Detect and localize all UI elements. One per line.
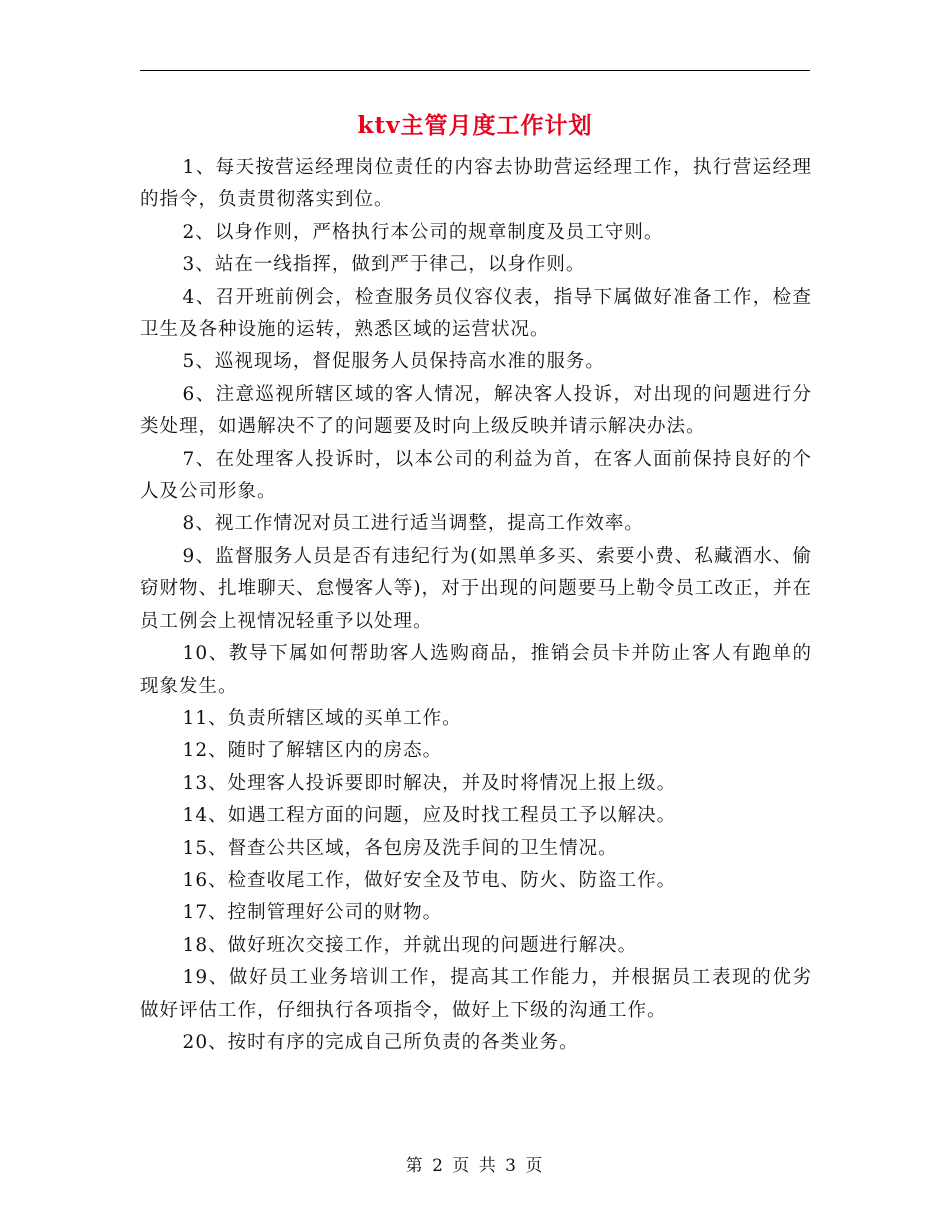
list-item: 20、按时有序的完成自己所负责的各类业务。 [182,1031,579,1053]
list-item: 13、处理客人投诉要即时解决，并及时将情况上报上级。 [182,772,677,794]
list-item: 12、随时了解辖区内的房态。 [182,740,443,762]
document-title: ktv主管月度工作计划 [357,112,593,139]
list-item: 14、如遇工程方面的问题，应及时找工程员工予以解决。 [182,805,677,827]
list-item: 16、检查收尾工作，做好安全及节电、防火、防盗工作。 [182,869,677,891]
page-suffix: 页 [525,1156,545,1176]
list-item: 9、监督服务人员是否有违纪行为(如黑单多买、索要小费、私藏酒水、偷窃财物、扎堆聊天、怠慢客人等)，对于出现的问题要马上勒令员工改正，并在员工例会上视情况轻重予以处理。 [140,545,812,632]
page-middle: 页 共 [452,1156,498,1176]
list-item: 3、站在一线指挥，做到严于律己，以身作则。 [182,254,586,276]
page-prefix: 第 [405,1156,425,1176]
list-item: 11、负责所辖区域的买单工作。 [182,707,462,729]
page-footer [0,1154,950,1178]
header-rule [140,70,810,71]
list-item: 6、注意巡视所辖区域的客人情况，解决客人投诉，对出现的问题进行分类处理，如遇解决不了的问题要及时向上级反映并请示解决办法。 [140,383,812,438]
list-item: 2、以身作则，严格执行本公司的规章制度及员工守则。 [182,221,664,243]
list-item: 18、做好班次交接工作，并就出现的问题进行解决。 [182,934,638,956]
list-item: 19、做好员工业务培训工作，提高其工作能力，并根据员工表现的优劣做好评估工作，仔细执行各项指令，做好上下级的沟通工作。 [140,967,812,1021]
list-item: 5、巡视现场，督促服务人员保持高水准的服务。 [182,351,605,373]
page-total: 3 [505,1156,518,1176]
list-item: 8、视工作情况对员工进行适当调整，提高工作效率。 [182,513,644,535]
list-item: 17、控制管理好公司的财物。 [182,902,443,924]
page-current: 2 [432,1156,445,1176]
document-body [140,152,812,1059]
list-item: 4、召开班前例会，检查服务员仪容仪表，指导下属做好准备工作，检查卫生及各种设施的运转，熟悉区域的运营状况。 [140,286,812,341]
list-item: 10、教导下属如何帮助客人选购商品，推销会员卡并防止客人有跑单的现象发生。 [140,643,812,697]
list-item: 7、在处理客人投诉时，以本公司的利益为首，在客人面前保持良好的个人及公司形象。 [140,448,812,503]
list-item: 1、每天按营运经理岗位责任的内容去协助营运经理工作，执行营运经理的指令，负责贯彻落实到位。 [140,157,812,211]
list-item: 15、督查公共区域，各包房及洗手间的卫生情况。 [182,837,618,859]
